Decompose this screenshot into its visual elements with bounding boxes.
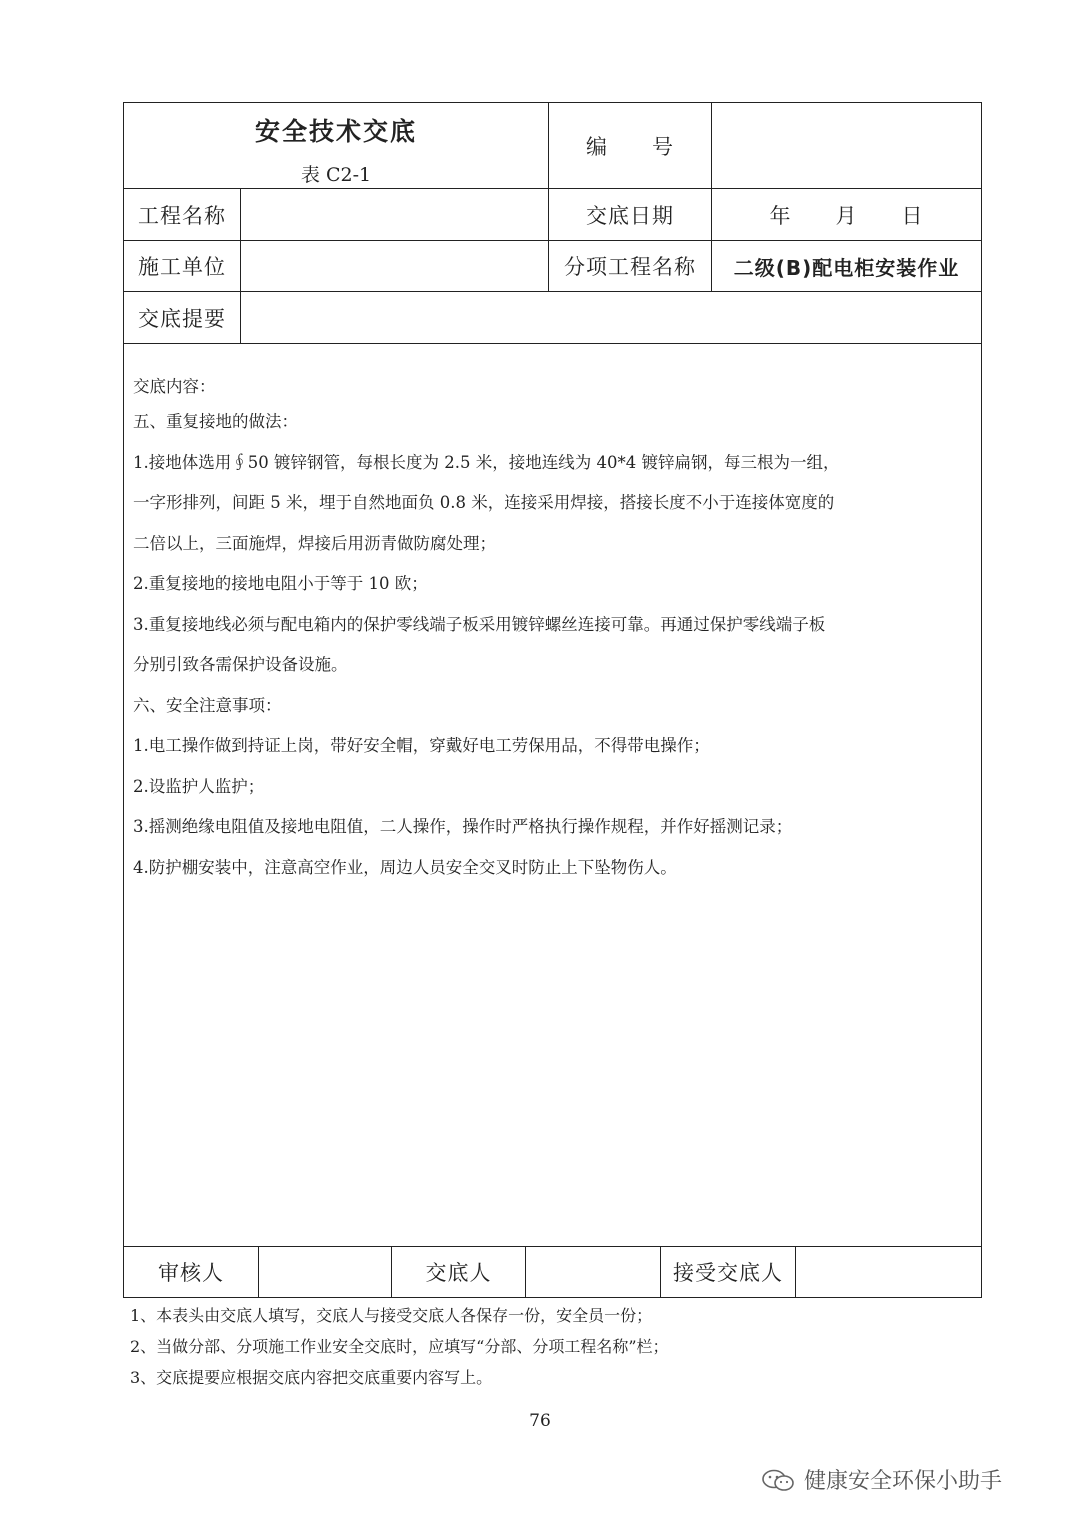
content-line: 二倍以上，三面施焊，焊接后用沥青做防腐处理；: [133, 533, 496, 553]
handover-content: [133, 372, 975, 888]
handover-person-label: 交底人: [425, 1261, 492, 1285]
watermark-text: 健康安全环保小助手: [804, 1469, 1003, 1494]
content-line: 4.防护棚安装中，注意高空作业，周边人员安全交叉时防止上下坠物伤人。: [133, 857, 677, 877]
receiver-field[interactable]: [796, 1247, 981, 1297]
row-divider: [124, 343, 981, 344]
reviewer-label: 审核人: [158, 1261, 224, 1285]
number-field[interactable]: [712, 103, 981, 188]
content-line: 3.摇测绝缘电阻值及接地电阻值，二人操作，操作时严格执行操作规程，并作好摇测记录；: [133, 817, 793, 836]
receiver-label: 接受交底人: [673, 1261, 783, 1285]
construction-unit-field[interactable]: [241, 241, 548, 291]
project-name-field[interactable]: [241, 189, 548, 240]
number-label: 编 号: [586, 134, 674, 159]
content-line: 2.重复接地的接地电阻小于等于 10 欧；: [133, 574, 428, 593]
sub-project-label: 分项工程名称: [564, 255, 696, 279]
content-line: 分别引致各需保护设备设施。: [133, 655, 348, 674]
summary-label: 交底提要: [138, 306, 226, 331]
content-line: 六、安全注意事项：: [133, 695, 282, 715]
sub-project-field[interactable]: 二级(B)配电柜安装作业: [733, 255, 960, 280]
content-line: 一字形排列，间距 5 米，埋于自然地面负 0.8 米，连接采用焊接，搭接长度不小于连接体宽度的: [133, 493, 835, 512]
reviewer-field[interactable]: [259, 1247, 391, 1297]
wechat-icon: [760, 1468, 796, 1492]
content-line: 五、重复接地的做法：: [133, 412, 298, 431]
footnote: 2、当做分部、分项施工作业安全交底时，应填写“分部、分项工程名称”栏；: [130, 1337, 669, 1356]
project-name-label: 工程名称: [138, 203, 226, 228]
handover-date-field[interactable]: 年 月 日: [769, 203, 924, 228]
content-line: 1.接地体选用∮50 镀锌钢管，每根长度为 2.5 米，接地连线为 40*4 镀锌扁钢，每三根为一组，: [133, 452, 840, 472]
content-line: 1.电工操作做到持证上岗，带好安全帽，穿戴好电工劳保用品，不得带电操作；: [133, 736, 710, 755]
handover-date-label: 交底日期: [586, 203, 674, 228]
form-title: 安全技术交底: [254, 117, 417, 146]
content-line: 2.设监护人监护；: [133, 776, 265, 796]
summary-field[interactable]: [241, 292, 981, 343]
footnote: 3、交底提要应根据交底内容把交底重要内容写上。: [130, 1368, 493, 1387]
footnote: 1、本表头由交底人填写，交底人与接受交底人各保存一份，安全员一份；: [130, 1306, 653, 1325]
content-line: 3.重复接地线必须与配电箱内的保护零线端子板采用镀锌螺丝连接可靠。再通过保护零线端子板: [133, 614, 826, 634]
handover-person-field[interactable]: [526, 1247, 660, 1297]
page-number: 76: [529, 1411, 551, 1431]
watermark: [760, 1464, 1002, 1495]
construction-unit-label: 施工单位: [138, 255, 226, 279]
form-number: 表 C2-1: [300, 164, 372, 186]
content-label: 交底内容：: [133, 377, 216, 396]
footnotes: [130, 1300, 990, 1393]
